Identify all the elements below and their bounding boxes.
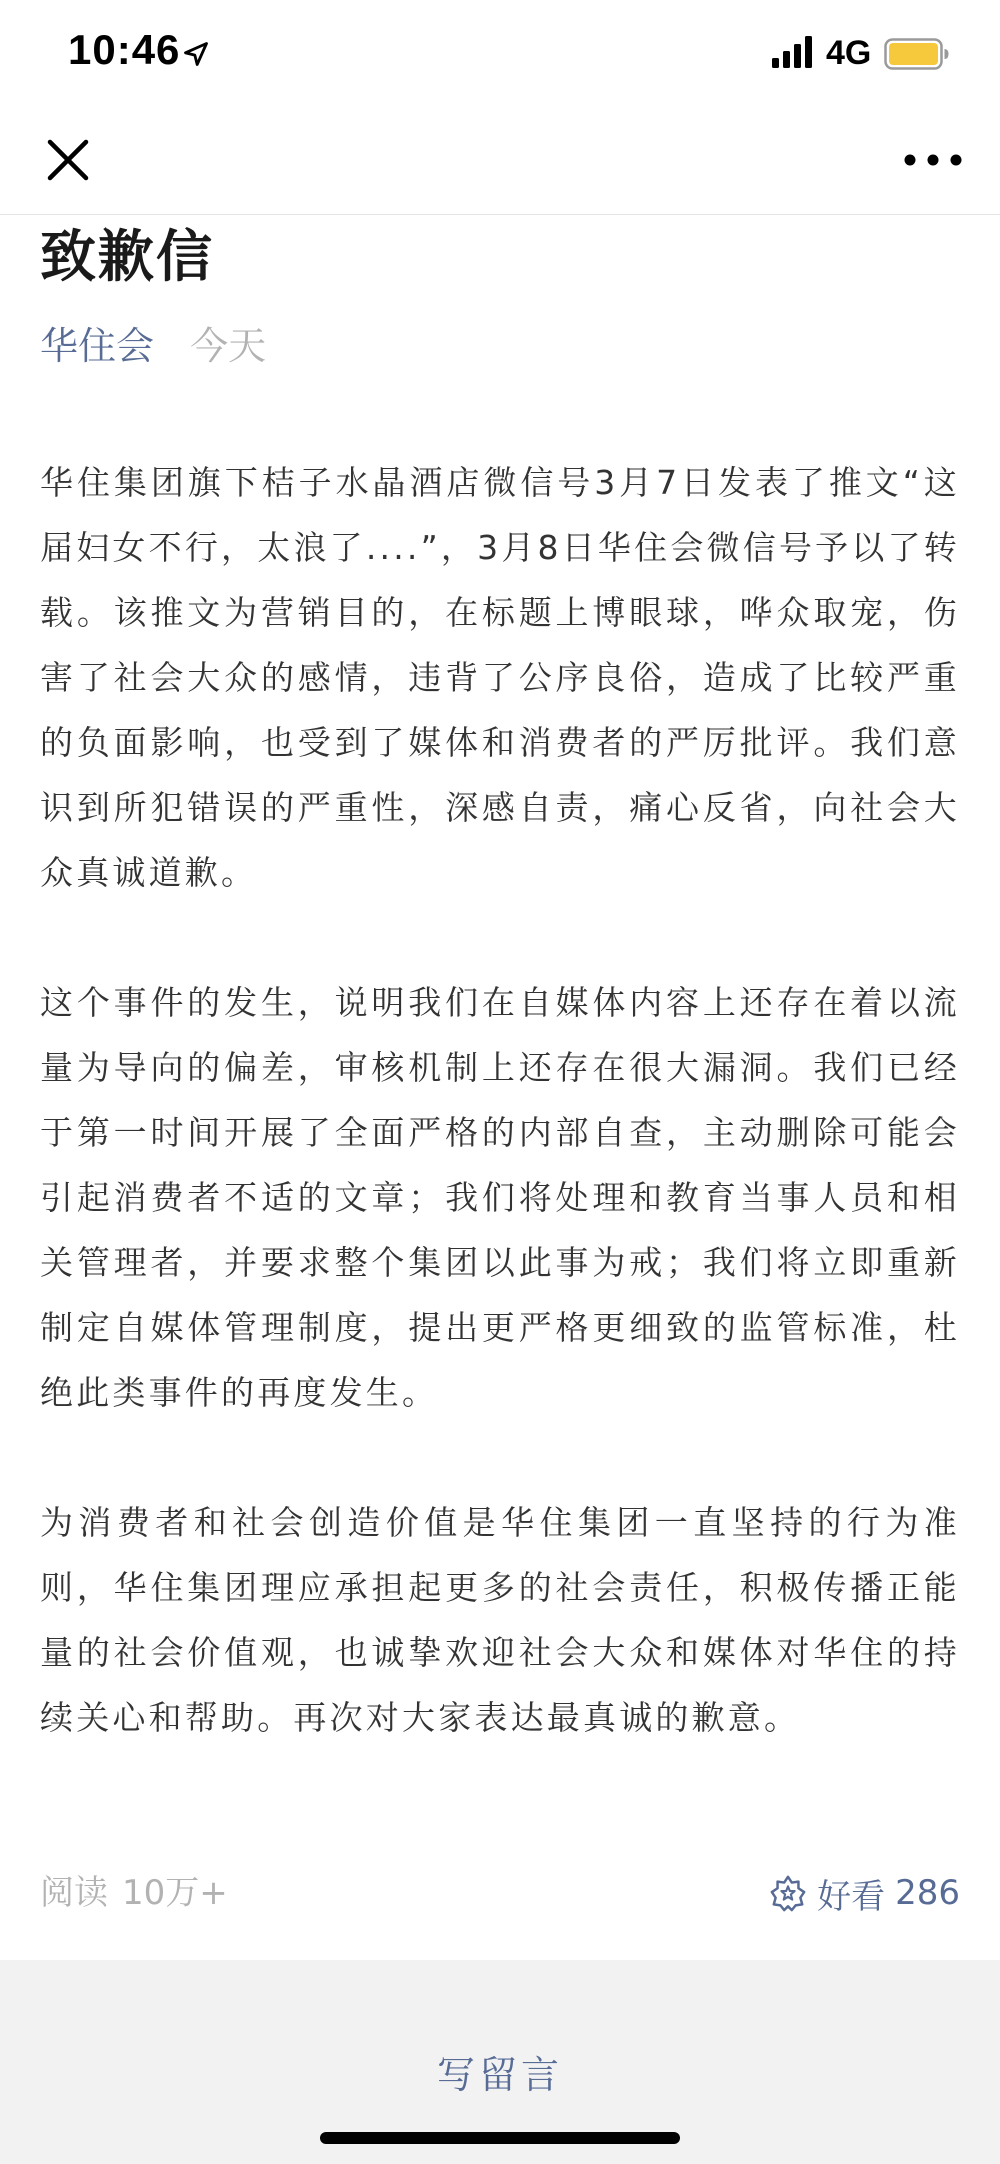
article — [40, 214, 960, 1815]
nav-bar — [0, 110, 1000, 215]
article-title: 致歉信 — [40, 225, 214, 290]
comment-area — [0, 1960, 1000, 2164]
write-comment-button[interactable]: 写留言 — [436, 2053, 563, 2097]
like-button[interactable] — [769, 1866, 960, 1920]
location-arrow-icon — [182, 40, 210, 68]
article-paragraph: 这个事件的发生，说明我们在自媒体内容上还存在着以流量为导向的偏差，审核机制上还存在很大漏洞。我们已经于第一时间开展了全面严格的内部自查，主动删除可能会引起消费者不适的文章；我们将处理和教育当事人员和相关管理者，并要求整个集团以此事为戒；我们将立即重新制定自媒体管理制度，提出更严格更细致的监管标准，杜绝此类事件的再度发生。 — [40, 983, 960, 1412]
status-time: 10:46 — [68, 26, 181, 73]
author-link[interactable]: 华住会 — [40, 324, 155, 368]
more-button[interactable] — [900, 132, 970, 188]
close-button[interactable] — [40, 132, 96, 188]
article-paragraph: 华住集团旗下桔子水晶酒店微信号3月7日发表了推文“这届妇女不行，太浪了....”，3月8日华住会微信号予以了转载。该推文为营销目的，在标题上博眼球，哗众取宠，伤害了社会大众的感情，违背了公序良俗，造成了比较严重的负面影响，也受到了媒体和消费者的严厉批评。我们意识到所犯错误的严重性，深感自责，痛心反省，向社会大众真诚道歉。 — [40, 463, 960, 892]
network-type: 4G — [826, 34, 872, 72]
read-count — [40, 1868, 228, 1918]
home-indicator[interactable] — [320, 2132, 680, 2144]
article-meta — [40, 320, 960, 372]
article-content — [40, 450, 960, 1750]
like-count: 286 — [895, 1873, 960, 1913]
more-icon — [900, 132, 970, 188]
close-icon — [40, 132, 96, 188]
like-label: 好看 — [817, 1876, 886, 1917]
read-count-value: 10万+ — [122, 1873, 228, 1913]
article-footer — [40, 1858, 960, 1930]
cellular-signal-icon — [772, 36, 816, 68]
battery-icon — [884, 38, 950, 70]
publish-time: 今天 — [190, 324, 267, 368]
status-bar — [0, 0, 1000, 110]
wow-icon — [769, 1874, 807, 1912]
article-paragraph: 为消费者和社会创造价值是华住集团一直坚持的行为准则，华住集团理应承担起更多的社会责任，积极传播正能量的社会价值观，也诚挚欢迎社会大众和媒体对华住的持续关心和帮助。再次对大家表达最真诚的歉意。 — [40, 1503, 960, 1737]
read-label: 阅读 — [40, 1873, 108, 1913]
